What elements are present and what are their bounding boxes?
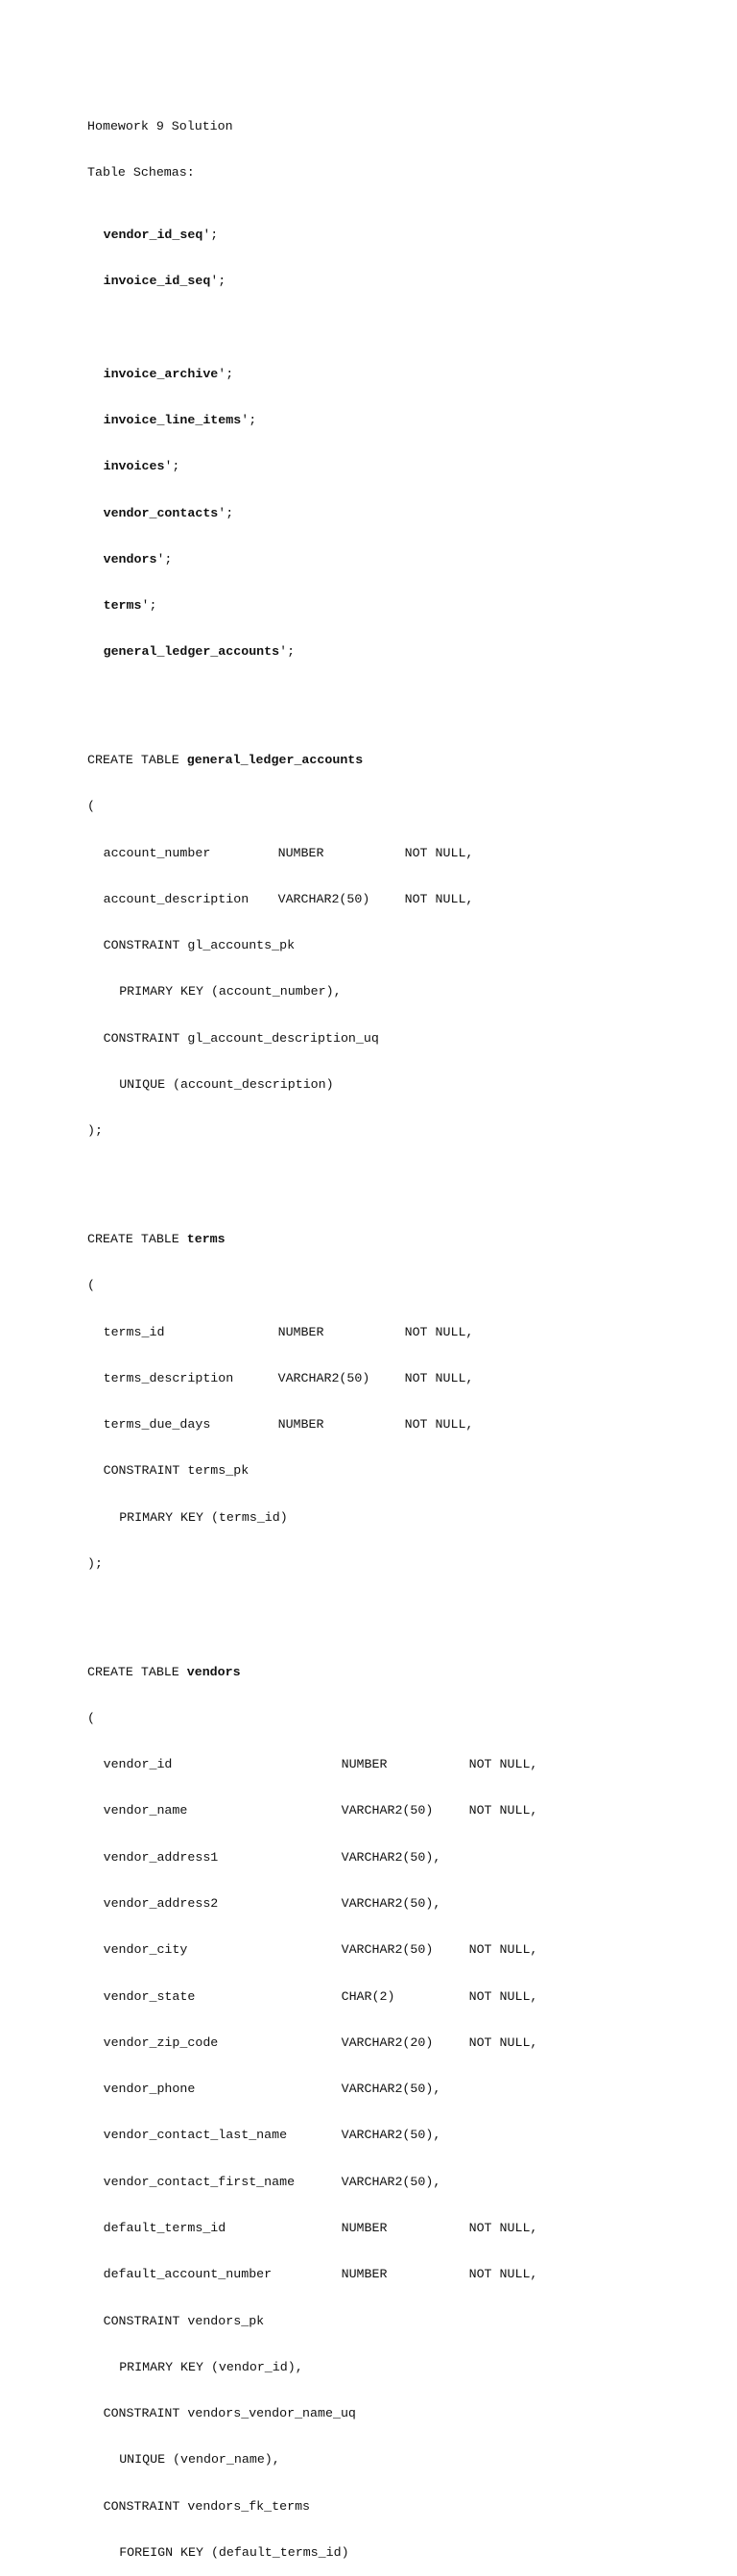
open-paren: ( xyxy=(87,1278,95,1293)
column-def: vendor_name VARCHAR2(50) NOT NULL, xyxy=(103,1803,538,1818)
column-def: default_account_number NUMBER NOT NULL, xyxy=(103,2267,538,2282)
constraint-line: PRIMARY KEY (account_number), xyxy=(119,984,342,999)
constraint-line: PRIMARY KEY (terms_id) xyxy=(119,1509,288,1525)
column-def: terms_due_days NUMBER NOT NULL, xyxy=(103,1417,474,1432)
schema-item: general_ledger_accounts'; xyxy=(103,644,296,660)
constraint-line: UNIQUE (account_description) xyxy=(119,1077,334,1092)
column-def: vendor_contact_last_name VARCHAR2(50), xyxy=(103,2128,441,2143)
column-def: vendor_state CHAR(2) NOT NULL, xyxy=(103,1988,538,2004)
blank-line xyxy=(87,1170,537,1186)
blank-line xyxy=(87,1602,537,1618)
schema-item: vendor_id_seq'; xyxy=(103,227,219,242)
constraint-line: CONSTRAINT vendors_vendor_name_uq xyxy=(103,2406,356,2421)
column-def: terms_id NUMBER NOT NULL, xyxy=(103,1324,474,1339)
constraint-line: CONSTRAINT gl_account_description_uq xyxy=(103,1030,379,1046)
column-def: default_terms_id NUMBER NOT NULL, xyxy=(103,2220,538,2235)
create-statement: CREATE TABLE general_ledger_accounts xyxy=(87,753,364,768)
blank-line xyxy=(87,320,537,335)
column-def: vendor_address1 VARCHAR2(50), xyxy=(103,1849,441,1865)
doc-title: Homework 9 Solution xyxy=(87,119,233,134)
schema-item: vendors'; xyxy=(103,551,173,566)
column-def: vendor_contact_first_name VARCHAR2(50), xyxy=(103,2174,441,2189)
column-def: terms_description VARCHAR2(50) NOT NULL, xyxy=(103,1370,474,1385)
constraint-line: CONSTRAINT gl_accounts_pk xyxy=(103,938,296,953)
schema-item: vendor_contacts'; xyxy=(103,505,234,520)
column-def: vendor_id NUMBER NOT NULL, xyxy=(103,1757,538,1772)
constraint-line: FOREIGN KEY (default_terms_id) xyxy=(119,2544,349,2560)
column-def: vendor_city VARCHAR2(50) NOT NULL, xyxy=(103,1942,538,1958)
schema-item: invoice_id_seq'; xyxy=(103,274,226,289)
column-def: account_description VARCHAR2(50) NOT NULL, xyxy=(103,891,474,906)
schema-item: terms'; xyxy=(103,598,157,614)
open-paren: ( xyxy=(87,1710,95,1725)
close-paren: ); xyxy=(87,1123,103,1139)
schema-item: invoice_archive'; xyxy=(103,366,234,381)
document-body xyxy=(87,88,537,2576)
doc-subtitle: Table Schemas: xyxy=(87,165,195,181)
create-statement: CREATE TABLE vendors xyxy=(87,1664,241,1679)
schema-item: invoice_line_items'; xyxy=(103,412,257,427)
constraint-line: PRIMARY KEY (vendor_id), xyxy=(119,2359,303,2374)
create-statement: CREATE TABLE terms xyxy=(87,1231,226,1246)
blank-line xyxy=(87,691,537,707)
close-paren: ); xyxy=(87,1555,103,1571)
column-def: vendor_address2 VARCHAR2(50), xyxy=(103,1895,441,1911)
constraint-line: CONSTRAINT vendors_fk_terms xyxy=(103,2498,311,2514)
open-paren: ( xyxy=(87,799,95,814)
schema-item: invoices'; xyxy=(103,459,180,474)
constraint-line: CONSTRAINT terms_pk xyxy=(103,1463,250,1479)
constraint-line: CONSTRAINT vendors_pk xyxy=(103,2313,265,2328)
constraint-line: UNIQUE (vendor_name), xyxy=(119,2452,280,2468)
column-def: account_number NUMBER NOT NULL, xyxy=(103,845,474,860)
column-def: vendor_phone VARCHAR2(50), xyxy=(103,2082,441,2097)
column-def: vendor_zip_code VARCHAR2(20) NOT NULL, xyxy=(103,2034,538,2050)
